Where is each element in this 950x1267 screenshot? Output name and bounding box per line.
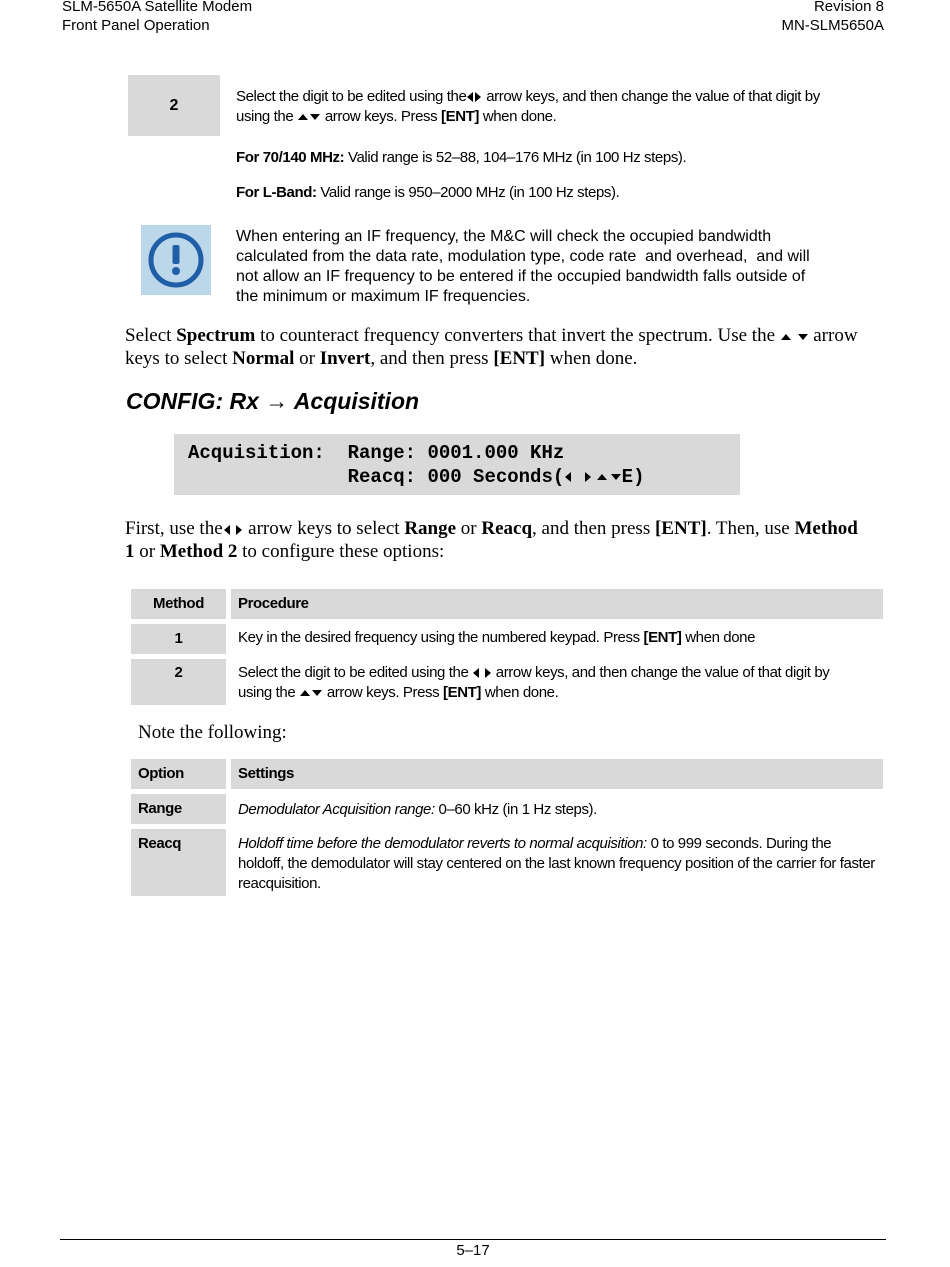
doc-title: SLM-5650A Satellite Modem — [62, 0, 253, 15]
exclamation-icon — [141, 225, 211, 295]
arrow-left-icon — [565, 472, 571, 482]
arrow-down-icon — [310, 114, 320, 120]
arrow-left-icon — [467, 92, 473, 102]
note-following: Note the following: — [138, 722, 287, 743]
method-header-cell: Method — [131, 589, 226, 619]
arrow-right-icon — [236, 525, 242, 535]
section-title: CONFIG: Rx → Acquisition — [126, 388, 420, 414]
arrow-up-icon — [298, 114, 308, 120]
footer-rule — [60, 1239, 886, 1240]
arrow-up-icon — [781, 334, 791, 340]
doc-number: MN-SLM5650A — [781, 17, 884, 34]
top-step-number-cell — [128, 75, 220, 136]
range-l-band: For L-Band: Valid range is 950–2000 MHz (in 100 Hz steps). — [236, 184, 620, 201]
arrow-left-icon — [473, 668, 479, 678]
method-row-2-text: Select the digit to be edited using the arrow keys, and then change the value of that digit by using the arrow keys. Press [ENT] when done. — [238, 664, 830, 701]
arrow-down-icon — [312, 690, 322, 696]
arrow-down-icon — [798, 334, 808, 340]
page-number: 5–17 — [456, 1242, 490, 1259]
top-step-number: 2 — [169, 96, 179, 114]
arrow-right-icon — [485, 668, 491, 678]
option-row-range-text: Demodulator Acquisition range: 0–60 kHz (in 1 Hz steps). — [238, 801, 597, 818]
arrow-down-icon — [611, 474, 621, 480]
lcd-line-1: Acquisition: Range: 0001.000 KHz — [188, 442, 565, 464]
range-70-140: For 70/140 MHz: Valid range is 52–88, 104–176 MHz (in 100 Hz steps). — [236, 149, 687, 166]
method-row-1-num: 1 — [131, 624, 226, 654]
option-header-cell: Option — [131, 759, 226, 789]
procedure-header-cell: Procedure — [231, 589, 883, 619]
doc-section: Front Panel Operation — [62, 17, 210, 34]
method-row-2-num: 2 — [131, 659, 226, 705]
option-row-reacq: Reacq — [131, 829, 226, 896]
first-paragraph: First, use the arrow keys to select Range or Reacq, and then press [ENT]. Then, use Method 1 or Method 2 to configure these options: — [125, 518, 858, 562]
settings-header-cell: Settings — [231, 759, 883, 789]
arrow-right-icon — [585, 472, 591, 482]
lcd-display — [174, 434, 740, 495]
doc-revision: Revision 8 — [813, 0, 884, 15]
header-right — [781, 0, 884, 35]
top-step-text: Select the digit to be edited using the arrow keys, and then change the value of that digit by using the arrow keys. Press [ENT] when done. — [236, 88, 820, 125]
arrow-up-icon — [300, 690, 310, 696]
option-row-reacq-text: Holdoff time before the demodulator reverts to normal acquisition: 0 to 999 seconds. During the holdoff, the demodulator will stay centered on the last known frequency position of the carrier for faster reacquisition. — [238, 835, 875, 892]
option-row-range: Range — [131, 794, 226, 824]
header-left — [62, 0, 252, 35]
method-row-1-text: Key in the desired frequency using the numbered keypad. Press [ENT] when done — [238, 629, 756, 646]
arrow-right-icon — [475, 92, 481, 102]
arrow-up-icon — [597, 474, 607, 480]
arrow-left-icon — [224, 525, 230, 535]
lcd-line-2: Reacq: 000 Seconds( E) — [188, 466, 645, 488]
note-text: When entering an IF frequency, the M&C will check the occupied bandwidth calculated from the data rate, modulation type, code rate and overhead, and will not allow an IF frequency to be entered if the occupied bandwidth falls outside of the minimum or maximum IF frequencies. — [236, 228, 810, 305]
spectrum-paragraph: Select Spectrum to counteract frequency converters that invert the spectrum. Use the arrow keys to select Normal or Invert, and then press [ENT] when done. — [125, 325, 858, 369]
